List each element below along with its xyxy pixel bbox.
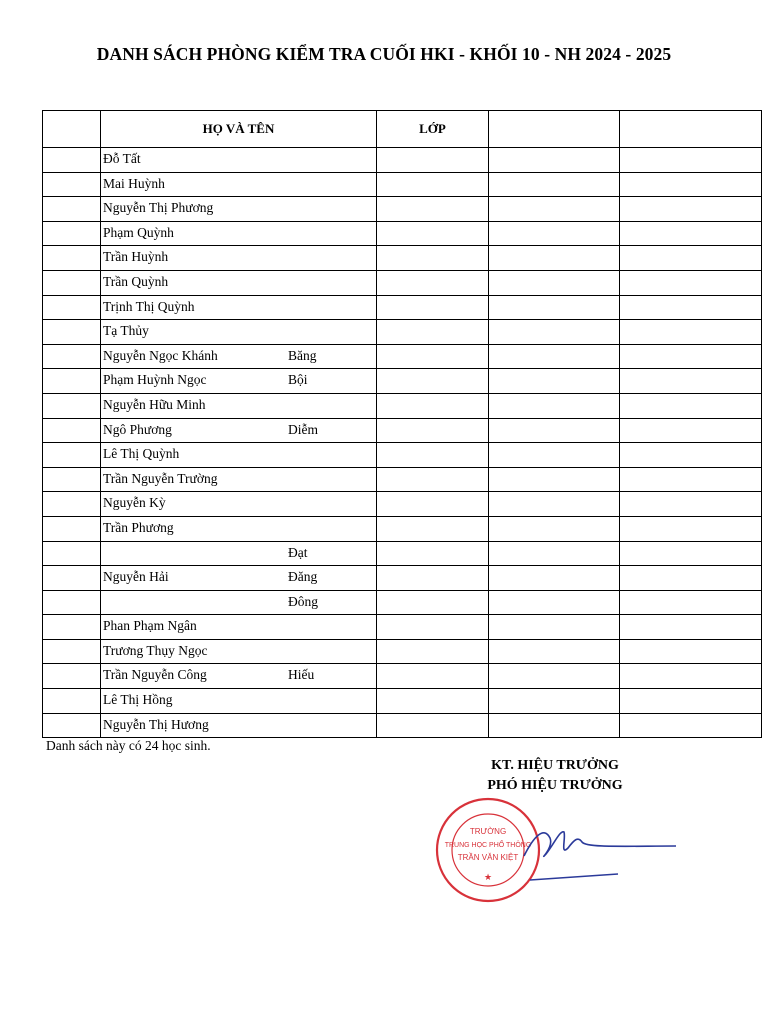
student-surname: Trần Nguyễn Trường	[103, 470, 218, 486]
blank-cell-2	[620, 566, 762, 591]
student-surname: Nguyễn Thị Hương	[103, 716, 209, 732]
row-index-cell	[43, 246, 101, 271]
blank-cell-2	[620, 467, 762, 492]
row-index-cell	[43, 590, 101, 615]
row-index-cell	[43, 516, 101, 541]
table-row	[43, 664, 762, 689]
class-cell	[377, 541, 489, 566]
class-cell	[377, 172, 489, 197]
blank-cell-1	[489, 443, 620, 468]
seal-line2: TRUNG HỌC PHỔ THÔNG	[444, 842, 532, 849]
student-given-name: Đạt	[288, 544, 308, 560]
header-class: LỚP	[377, 111, 489, 148]
blank-cell-2	[620, 492, 762, 517]
student-name-cell	[101, 566, 377, 591]
row-index-cell	[43, 639, 101, 664]
blank-cell-1	[489, 467, 620, 492]
student-surname: Nguyễn Kỳ	[103, 495, 166, 511]
class-cell	[377, 148, 489, 173]
row-index-cell	[43, 713, 101, 738]
student-surname: Nguyễn Thị Phương	[103, 200, 214, 216]
table-row	[43, 172, 762, 197]
signature-title-line1: KT. HIỆU TRƯỞNG	[491, 758, 619, 773]
student-name-cell	[101, 393, 377, 418]
student-name-cell	[101, 467, 377, 492]
student-given-name: Đăng	[288, 569, 318, 585]
student-surname: Ngô Phương	[103, 421, 172, 437]
student-surname: Mai Huỳnh	[103, 175, 165, 191]
class-cell	[377, 590, 489, 615]
page-title: DANH SÁCH PHÒNG KIỂM TRA CUỐI HKI - KHỐI 10 - NH 2024 - 2025	[96, 44, 672, 64]
blank-cell-2	[620, 664, 762, 689]
student-surname: Trần Quỳnh	[103, 273, 169, 289]
seal-ring	[437, 799, 539, 901]
school-seal-stamp	[426, 796, 676, 906]
class-cell	[377, 246, 489, 271]
student-name-cell	[101, 664, 377, 689]
table-row	[43, 590, 762, 615]
student-surname: Đỗ Tất	[103, 151, 141, 166]
student-given-name: Diễm	[288, 421, 318, 437]
student-name-cell	[101, 295, 377, 320]
student-name-cell	[101, 172, 377, 197]
student-surname: Trần Phương	[103, 519, 174, 535]
table-row	[43, 320, 762, 345]
header-index	[43, 111, 101, 148]
student-roster-table	[42, 110, 762, 738]
blank-cell-1	[489, 221, 620, 246]
class-cell	[377, 615, 489, 640]
student-name-cell	[101, 615, 377, 640]
row-index-cell	[43, 197, 101, 222]
blank-cell-1	[489, 566, 620, 591]
student-name-cell	[101, 443, 377, 468]
row-index-cell	[43, 443, 101, 468]
table-row	[43, 418, 762, 443]
blank-cell-2	[620, 320, 762, 345]
row-index-cell	[43, 664, 101, 689]
table-row	[43, 639, 762, 664]
student-surname: Tạ Thủy	[103, 323, 149, 339]
row-index-cell	[43, 615, 101, 640]
seal-star-icon: ★	[483, 872, 493, 882]
class-cell	[377, 320, 489, 345]
class-cell	[377, 566, 489, 591]
student-surname: Trương Thụy Ngọc	[103, 642, 208, 658]
row-index-cell	[43, 369, 101, 394]
row-index-cell	[43, 344, 101, 369]
blank-cell-2	[620, 393, 762, 418]
row-index-cell	[43, 418, 101, 443]
student-name-cell	[101, 221, 377, 246]
class-cell	[377, 270, 489, 295]
class-cell	[377, 664, 489, 689]
student-given-name: Băng	[288, 347, 317, 363]
class-cell	[377, 393, 489, 418]
class-cell	[377, 344, 489, 369]
class-cell	[377, 369, 489, 394]
blank-cell-2	[620, 246, 762, 271]
row-index-cell	[43, 492, 101, 517]
table-row	[43, 615, 762, 640]
student-name-cell	[101, 270, 377, 295]
table-row	[43, 516, 762, 541]
blank-cell-1	[489, 393, 620, 418]
blank-cell-2	[620, 689, 762, 714]
header-full-name: HỌ VÀ TÊN	[101, 111, 377, 148]
row-index-cell	[43, 541, 101, 566]
student-surname: Phạm Huỳnh Ngọc	[103, 372, 207, 388]
blank-cell-1	[489, 615, 620, 640]
student-name-cell	[101, 320, 377, 345]
blank-cell-1	[489, 664, 620, 689]
blank-cell-1	[489, 713, 620, 738]
blank-cell-1	[489, 689, 620, 714]
student-name-cell	[101, 639, 377, 664]
student-given-name: Đông	[288, 593, 318, 609]
header-blank-2	[620, 111, 762, 148]
student-surname: Trần Nguyễn Công	[103, 667, 207, 683]
student-surname: Trần Huỳnh	[103, 249, 169, 265]
signature-block	[440, 756, 670, 796]
class-cell	[377, 689, 489, 714]
row-index-cell	[43, 172, 101, 197]
student-surname: Nguyễn Hải	[103, 569, 169, 585]
student-given-name: Hiếu	[288, 667, 315, 683]
student-name-cell	[101, 689, 377, 714]
blank-cell-1	[489, 246, 620, 271]
class-cell	[377, 197, 489, 222]
class-cell	[377, 221, 489, 246]
blank-cell-1	[489, 516, 620, 541]
student-name-cell	[101, 516, 377, 541]
table-row	[43, 492, 762, 517]
class-cell	[377, 418, 489, 443]
blank-cell-1	[489, 295, 620, 320]
blank-cell-1	[489, 418, 620, 443]
student-surname: Nguyễn Hữu Minh	[103, 396, 206, 412]
row-index-cell	[43, 320, 101, 345]
blank-cell-2	[620, 713, 762, 738]
table-row	[43, 566, 762, 591]
class-cell	[377, 492, 489, 517]
class-cell	[377, 516, 489, 541]
student-name-cell	[101, 541, 377, 566]
blank-cell-1	[489, 344, 620, 369]
blank-cell-1	[489, 369, 620, 394]
student-name-cell	[101, 246, 377, 271]
row-index-cell	[43, 393, 101, 418]
table-row	[43, 344, 762, 369]
student-name-cell	[101, 418, 377, 443]
student-surname: Lê Thị Quỳnh	[103, 446, 180, 462]
blank-cell-2	[620, 148, 762, 173]
class-cell	[377, 467, 489, 492]
row-index-cell	[43, 689, 101, 714]
header-blank-1	[489, 111, 620, 148]
table-row	[43, 221, 762, 246]
seal-line1: TRƯỜNG	[469, 827, 507, 836]
student-name-cell	[101, 492, 377, 517]
blank-cell-1	[489, 320, 620, 345]
student-surname: Lê Thị Hồng	[103, 692, 173, 708]
student-surname: Phan Phạm Ngân	[103, 618, 197, 634]
table-row	[43, 443, 762, 468]
signature-stroke	[524, 832, 676, 857]
seal-line3: TRẦN VĂN KIỆT	[457, 853, 519, 862]
table-row	[43, 541, 762, 566]
table-row	[43, 246, 762, 271]
blank-cell-2	[620, 172, 762, 197]
row-index-cell	[43, 270, 101, 295]
table-body	[43, 148, 762, 738]
blank-cell-1	[489, 197, 620, 222]
blank-cell-2	[620, 639, 762, 664]
student-name-cell	[101, 713, 377, 738]
table-row	[43, 713, 762, 738]
blank-cell-2	[620, 369, 762, 394]
blank-cell-2	[620, 516, 762, 541]
student-name-cell	[101, 590, 377, 615]
row-index-cell	[43, 148, 101, 173]
blank-cell-2	[620, 443, 762, 468]
table-row	[43, 148, 762, 173]
blank-cell-1	[489, 590, 620, 615]
row-index-cell	[43, 566, 101, 591]
blank-cell-1	[489, 270, 620, 295]
student-name-cell	[101, 197, 377, 222]
blank-cell-2	[620, 541, 762, 566]
blank-cell-2	[620, 615, 762, 640]
blank-cell-2	[620, 270, 762, 295]
row-index-cell	[43, 221, 101, 246]
table-row	[43, 197, 762, 222]
blank-cell-1	[489, 172, 620, 197]
class-cell	[377, 639, 489, 664]
blank-cell-2	[620, 221, 762, 246]
blank-cell-2	[620, 590, 762, 615]
student-given-name: Bội	[288, 372, 308, 388]
blank-cell-2	[620, 418, 762, 443]
table-row	[43, 467, 762, 492]
blank-cell-1	[489, 639, 620, 664]
table-row	[43, 393, 762, 418]
student-name-cell	[101, 344, 377, 369]
table-row	[43, 270, 762, 295]
blank-cell-2	[620, 197, 762, 222]
class-cell	[377, 443, 489, 468]
table-header-row	[43, 111, 762, 148]
blank-cell-2	[620, 344, 762, 369]
class-cell	[377, 713, 489, 738]
row-index-cell	[43, 467, 101, 492]
student-name-cell	[101, 148, 377, 173]
student-count-note: Danh sách này có 24 học sinh.	[46, 738, 211, 753]
blank-cell-1	[489, 541, 620, 566]
blank-cell-1	[489, 148, 620, 173]
blank-cell-2	[620, 295, 762, 320]
student-surname: Phạm Quỳnh	[103, 224, 174, 240]
signature-title-line2: PHÓ HIỆU TRƯỞNG	[487, 778, 623, 793]
student-surname: Trịnh Thị Quỳnh	[103, 298, 195, 314]
student-name-cell	[101, 369, 377, 394]
table-row	[43, 295, 762, 320]
blank-cell-1	[489, 492, 620, 517]
table-row	[43, 689, 762, 714]
row-index-cell	[43, 295, 101, 320]
class-cell	[377, 295, 489, 320]
student-surname: Nguyễn Ngọc Khánh	[103, 347, 218, 363]
table-row	[43, 369, 762, 394]
